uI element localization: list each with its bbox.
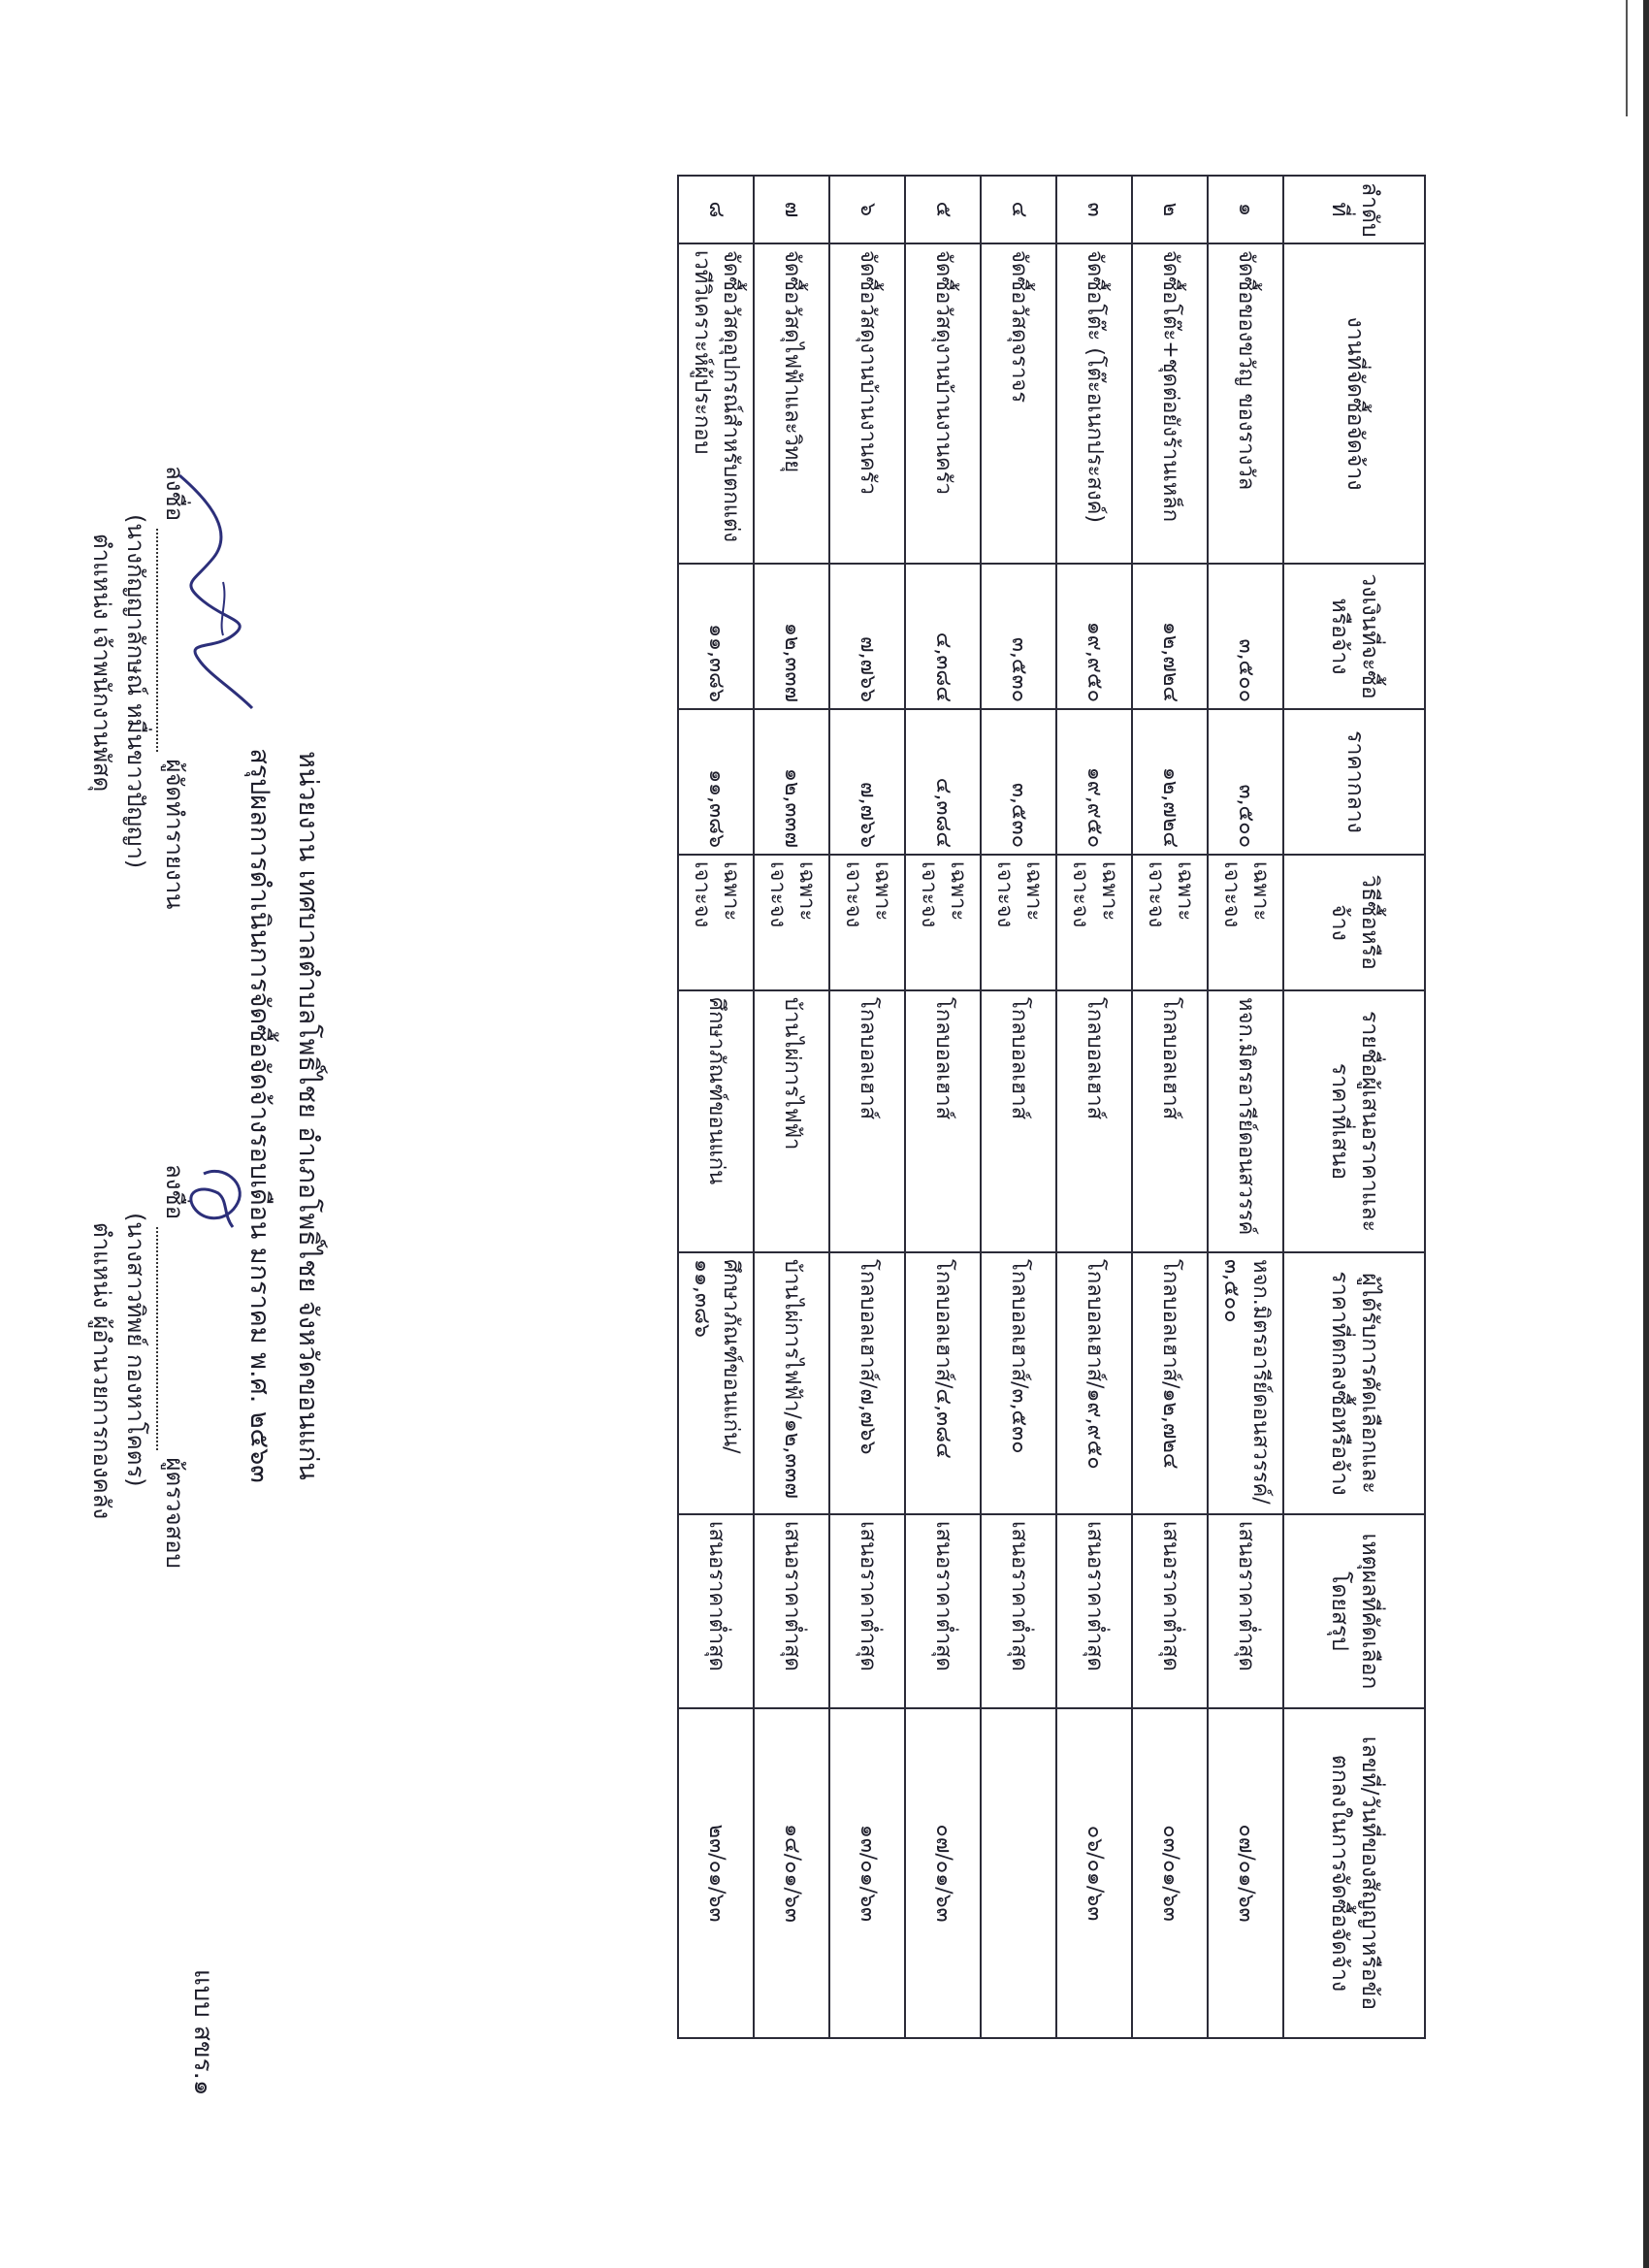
table-row xyxy=(1056,176,1132,2038)
cell-offerors: โกลบอลเฮาส์ xyxy=(829,990,905,1252)
cell-median-price: ๓,๕๐๐ xyxy=(1208,709,1283,855)
cell-no: ๕ xyxy=(905,176,981,243)
cell-reason: เสนอราคาต่ำสุด xyxy=(1056,1514,1132,1708)
cell-reason: เสนอราคาต่ำสุด xyxy=(1208,1514,1283,1708)
cell-reason: เสนอราคาต่ำสุด xyxy=(905,1514,981,1708)
cell-budget: ๑๒,๓๓๗ xyxy=(754,564,829,709)
cell-offerors: ศึกษาภัณฑ์ขอนแก่น xyxy=(678,990,754,1252)
cell-offerors: บ้านไผ่การไฟฟ้า xyxy=(754,990,829,1252)
cell-method: เฉพาะเจาะจง xyxy=(754,855,829,990)
form-code: แบบ สขร.๑ xyxy=(188,1969,217,2096)
role-label: ผู้จัดทำรายงาน xyxy=(161,759,188,910)
cell-budget: ๔,๓๘๔ xyxy=(905,564,981,709)
table-row xyxy=(829,176,905,2038)
cell-work: จัดซื้อวัสดุไฟฟ้าและวิทยุ xyxy=(754,243,829,564)
cell-no: ๓ xyxy=(1056,176,1132,243)
cell-work: จัดซื้อวัสดุงานบ้านงานครัว xyxy=(829,243,905,564)
table-row xyxy=(981,176,1056,2038)
table-row xyxy=(754,176,829,2038)
table-row xyxy=(678,176,754,2038)
cell-contract: ๐๓/๐๑/๖๓ xyxy=(1132,1708,1208,2038)
cell-reason: เสนอราคาต่ำสุด xyxy=(678,1514,754,1708)
cell-contract: ๑๓/๐๑/๖๓ xyxy=(829,1708,905,2038)
cell-reason: เสนอราคาต่ำสุด xyxy=(981,1514,1056,1708)
cell-offerors: หจก.มิตรอารีย์ดอนสวรรค์ xyxy=(1208,990,1283,1252)
cell-work: จัดซื้อวัสดุงานบ้านงานครัว xyxy=(905,243,981,564)
cell-work: จัดซื้อวัสดุอุปกรณ์สำหรับตกแต่งเวทีวิเคราะห์ผู้ประกอบ xyxy=(678,243,754,564)
cell-method: เฉพาะเจาะจง xyxy=(1208,855,1283,990)
cell-median-price: ๓,๕๓๐ xyxy=(981,709,1056,855)
cell-method: เฉพาะเจาะจง xyxy=(905,855,981,990)
scan-edge xyxy=(1643,0,1649,2268)
header-reason: เหตุผลที่คัดเลือกโดยสรุป xyxy=(1283,1514,1425,1708)
cell-method: เฉพาะเจาะจง xyxy=(678,855,754,990)
cell-median-price: ๑๒,๓๓๗ xyxy=(754,709,829,855)
rotated-document-page xyxy=(88,146,1426,2096)
cell-median-price: ๔,๓๘๔ xyxy=(905,709,981,855)
cell-offerors: โกลบอลเฮาส์ xyxy=(905,990,981,1252)
cell-no: ๑ xyxy=(1208,176,1283,243)
cell-no: ๒ xyxy=(1132,176,1208,243)
cell-work: จัดซื้อของขวัญ ของรางวัล xyxy=(1208,243,1283,564)
cell-budget: ๓,๕๐๐ xyxy=(1208,564,1283,709)
cell-method: เฉพาะเจาะจง xyxy=(1056,855,1132,990)
cell-winner: โกลบอลเฮาส์/๑๙,๙๕๐ xyxy=(1056,1252,1132,1514)
table-row xyxy=(905,176,981,2038)
cell-contract: ๐๖/๐๑/๖๓ xyxy=(1056,1708,1132,2038)
header-winner: ผู้ได้รับการคัดเลือกและราคาที่ตกลงซื้อหรือจ้าง xyxy=(1283,1252,1425,1514)
cell-reason: เสนอราคาต่ำสุด xyxy=(1132,1514,1208,1708)
header-work: งานที่จัดซื้อจัดจ้าง xyxy=(1283,243,1425,564)
table-row xyxy=(1208,176,1283,2038)
cell-method: เฉพาะเจาะจง xyxy=(981,855,1056,990)
signature-line xyxy=(156,1227,178,1450)
procurement-table xyxy=(677,175,1426,2039)
cell-winner: หจก.มิตรอารีย์ดอนสวรรค์/๓,๕๐๐ xyxy=(1208,1252,1283,1514)
cell-method: เฉพาะเจาะจง xyxy=(829,855,905,990)
cell-winner: โกลบอลเฮาส์/๔,๓๘๔ xyxy=(905,1252,981,1514)
document-title: สรุปผลการดำเนินการจัดซื้อจัดจ้างรอบเดือน มกราคม พ.ศ. ๒๕๖๓ xyxy=(244,748,275,1483)
cell-budget: ๑๑,๓๘๖ xyxy=(678,564,754,709)
cell-offerors: โกลบอลเฮาส์ xyxy=(1056,990,1132,1252)
cell-budget: ๓,๕๓๐ xyxy=(981,564,1056,709)
cell-offerors: โกลบอลเฮาส์ xyxy=(981,990,1056,1252)
cell-work: จัดซื้อโต๊ะ (โต๊ะอเนกประสงค์) xyxy=(1056,243,1132,564)
reporter-name: (นางกัญญาลักษณ์ หมื่นขาวปัญญา) xyxy=(122,514,149,869)
header-method: วิธีซื้อหรือจ้าง xyxy=(1283,855,1425,990)
cell-winner: โกลบอลเฮาส์/๗,๗๖๖ xyxy=(829,1252,905,1514)
cell-median-price: ๗,๗๖๖ xyxy=(829,709,905,855)
table-header-row xyxy=(1283,176,1425,2038)
cell-winner: โกลบอลเฮาส์/๑๒,๗๒๔ xyxy=(1132,1252,1208,1514)
handwritten-signature-checker xyxy=(175,1154,262,1242)
scan-edge-mark xyxy=(1626,0,1628,116)
cell-reason: เสนอราคาต่ำสุด xyxy=(829,1514,905,1708)
reporter-position: ตำแหน่ง เจ้าพนักงานพัสดุ xyxy=(88,534,115,793)
header-budget: วงเงินที่จะซื้อหรือจ้าง xyxy=(1283,564,1425,709)
cell-work: จัดซื้อวัสดุจราจร xyxy=(981,243,1056,564)
cell-budget: ๑๒,๗๒๔ xyxy=(1132,564,1208,709)
header-median-price: ราคากลาง xyxy=(1283,709,1425,855)
cell-budget: ๑๙,๙๕๐ xyxy=(1056,564,1132,709)
cell-no: ๔ xyxy=(981,176,1056,243)
cell-contract: ๐๗/๐๑/๖๓ xyxy=(905,1708,981,2038)
cell-contract: ๐๗/๐๑/๖๓ xyxy=(1208,1708,1283,2038)
cell-offerors: โกลบอลเฮาส์ xyxy=(1132,990,1208,1252)
role-label: ผู้ตรวจสอบ xyxy=(161,1457,188,1569)
cell-work: จัดซื้อโต๊ะ+ชุดต่อยังร้านเหล็ก xyxy=(1132,243,1208,564)
cell-median-price: ๑๙,๙๕๐ xyxy=(1056,709,1132,855)
cell-contract: ๑๔/๐๑/๖๓ xyxy=(754,1708,829,2038)
document-subtitle: หน่วยงาน เทศบาลตำบลโพธิ์ไชย อำเภอโพธิ์ไชย จังหวัดขอนแก่น xyxy=(293,751,323,1480)
cell-contract: ๒๓/๐๑/๖๓ xyxy=(678,1708,754,2038)
handwritten-signature-reporter xyxy=(165,466,272,718)
sign-label: ลงชื่อ xyxy=(161,466,188,522)
cell-contract xyxy=(981,1708,1056,2038)
header-no: ลำดับที่ xyxy=(1283,176,1425,243)
cell-median-price: ๑๒,๗๒๔ xyxy=(1132,709,1208,855)
cell-no: ๗ xyxy=(754,176,829,243)
checker-position: ตำแหน่ง ผู้อำนวยการกองคลัง xyxy=(88,1222,115,1520)
sign-label: ลงชื่อ xyxy=(161,1164,188,1220)
table-row xyxy=(1132,176,1208,2038)
header-contract: เลขที่/วันที่ของสัญญาหรือข้อตกลงในการจัดซื้อจัดจ้าง xyxy=(1283,1708,1425,2038)
cell-method: เฉพาะเจาะจง xyxy=(1132,855,1208,990)
cell-no: ๖ xyxy=(829,176,905,243)
cell-no: ๘ xyxy=(678,176,754,243)
cell-budget: ๗,๗๖๖ xyxy=(829,564,905,709)
header-offerors: รายชื่อผู้เสนอราคาและราคาที่เสนอ xyxy=(1283,990,1425,1252)
cell-median-price: ๑๑,๓๘๖ xyxy=(678,709,754,855)
cell-reason: เสนอราคาต่ำสุด xyxy=(754,1514,829,1708)
cell-winner: โกลบอลเฮาส์/๓,๕๓๐ xyxy=(981,1252,1056,1514)
cell-winner: บ้านไผ่การไฟฟ้า/๑๒,๓๓๗ xyxy=(754,1252,829,1514)
cell-winner: ศึกษาภัณฑ์ขอนแก่น/๑๑,๓๘๖ xyxy=(678,1252,754,1514)
checker-name: (นางสาวทิพย์ กองหาโคตร) xyxy=(122,1213,149,1487)
